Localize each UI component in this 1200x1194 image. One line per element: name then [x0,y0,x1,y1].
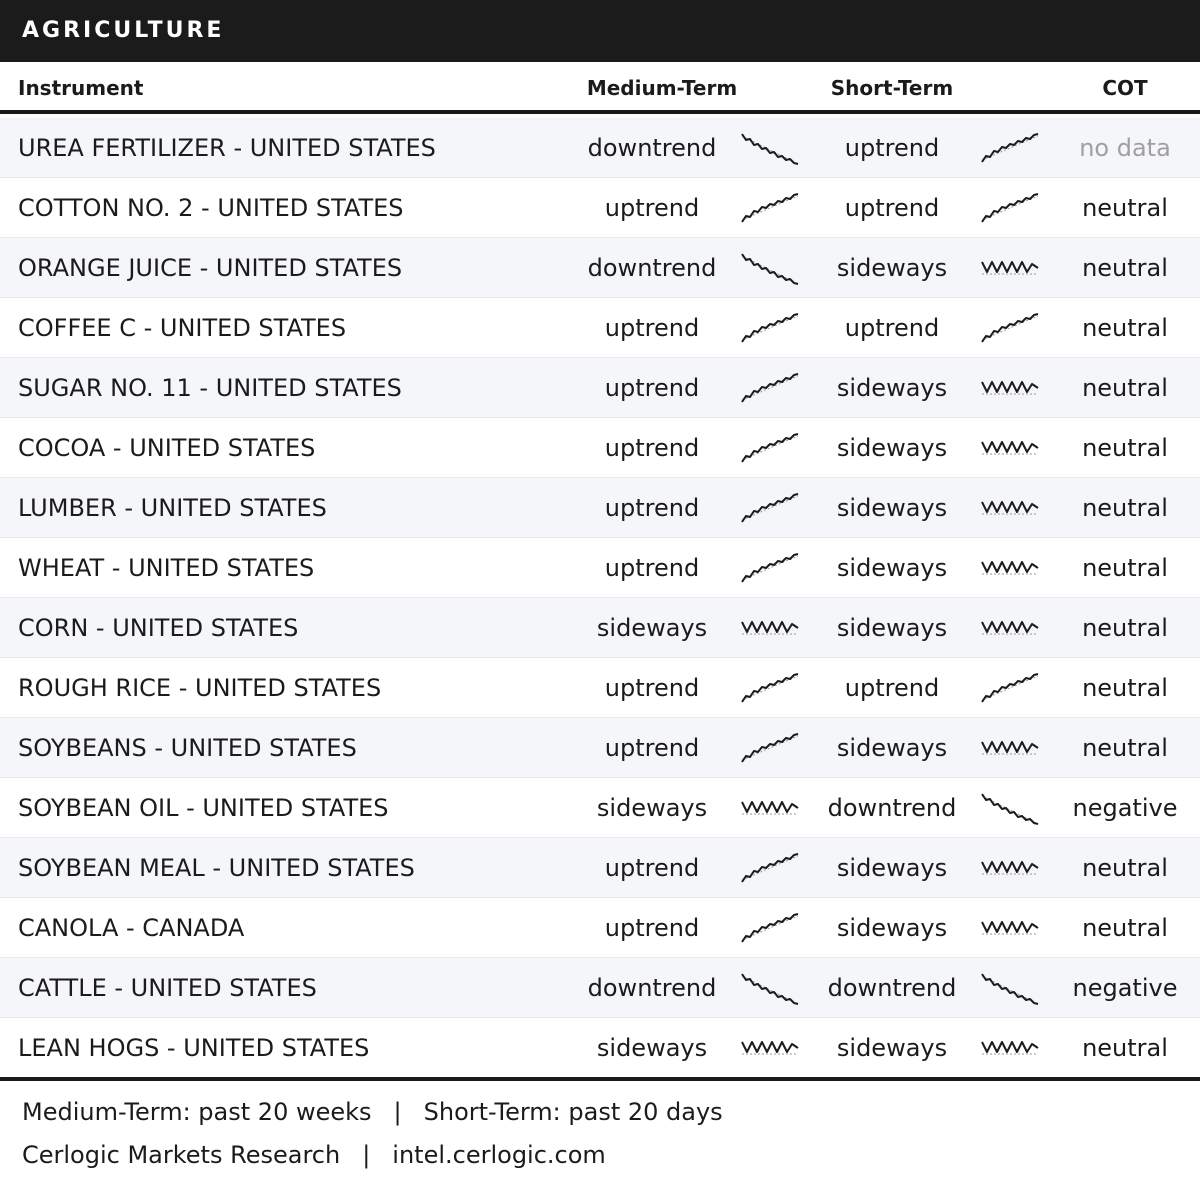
cot-status: neutral [1082,494,1168,522]
cot-status: neutral [1082,254,1168,282]
short-term-trend: sideways [836,554,948,582]
table-row [0,598,1200,658]
table-row [0,958,1200,1018]
medium-term-sparkline-icon [740,610,802,648]
short-term-sparkline-icon [980,550,1042,588]
footer-separator: | [362,1141,371,1169]
instrument-name: COFFEE C - UNITED STATES [18,314,347,342]
table-row [0,898,1200,958]
short-term-trend: sideways [836,374,948,402]
cot-status: neutral [1082,314,1168,342]
medium-term-trend: uptrend [604,554,700,582]
medium-term-sparkline-icon [740,370,802,408]
short-term-trend: uptrend [844,194,940,222]
short-term-sparkline-icon [980,670,1042,708]
short-term-trend: sideways [836,734,948,762]
medium-term-sparkline-icon [740,190,802,228]
table-row [0,238,1200,298]
instrument-name: LUMBER - UNITED STATES [18,494,327,522]
table-row [0,118,1200,178]
short-term-trend: sideways [836,614,948,642]
short-term-trend: sideways [836,854,948,882]
cot-status: neutral [1082,1034,1168,1062]
short-term-sparkline-icon [980,310,1042,348]
medium-term-trend: downtrend [587,254,717,282]
medium-term-sparkline-icon [740,310,802,348]
medium-term-sparkline-icon [740,790,802,828]
short-term-sparkline-icon [980,970,1042,1008]
medium-term-sparkline-icon [740,490,802,528]
table-row [0,538,1200,598]
table-row [0,1018,1200,1078]
instrument-name: UREA FERTILIZER - UNITED STATES [18,134,436,162]
medium-term-sparkline-icon [740,850,802,888]
cot-status: negative [1072,974,1178,1002]
cot-status: neutral [1082,554,1168,582]
instrument-name: CANOLA - CANADA [18,914,245,942]
cot-status: negative [1072,794,1178,822]
footer-website: intel.cerlogic.com [392,1141,606,1169]
medium-term-trend: uptrend [604,674,700,702]
cot-status: neutral [1082,614,1168,642]
footer-medium-note: Medium-Term: past 20 weeks [22,1098,372,1126]
table-row [0,478,1200,538]
instrument-name: SUGAR NO. 11 - UNITED STATES [18,374,402,402]
short-term-sparkline-icon [980,190,1042,228]
short-term-sparkline-icon [980,790,1042,828]
cot-status: no data [1079,134,1171,162]
short-term-trend: uptrend [844,134,940,162]
medium-term-sparkline-icon [740,250,802,288]
short-term-trend: sideways [836,254,948,282]
instrument-name: LEAN HOGS - UNITED STATES [18,1034,370,1062]
table-row [0,358,1200,418]
short-term-trend: sideways [836,914,948,942]
short-term-sparkline-icon [980,370,1042,408]
instrument-name: WHEAT - UNITED STATES [18,554,315,582]
section-header [0,0,1200,62]
cot-status: neutral [1082,854,1168,882]
short-term-trend: uptrend [844,674,940,702]
table-row [0,778,1200,838]
short-term-sparkline-icon [980,250,1042,288]
instrument-name: COTTON NO. 2 - UNITED STATES [18,194,404,222]
short-term-trend: sideways [836,494,948,522]
short-term-sparkline-icon [980,730,1042,768]
section-title: AGRICULTURE [22,18,225,43]
medium-term-trend: uptrend [604,374,700,402]
table-row [0,418,1200,478]
short-term-sparkline-icon [980,130,1042,168]
footer-company: Cerlogic Markets Research [22,1141,341,1169]
cot-status: neutral [1082,734,1168,762]
instrument-name: CATTLE - UNITED STATES [18,974,317,1002]
medium-term-sparkline-icon [740,430,802,468]
instrument-name: SOYBEAN OIL - UNITED STATES [18,794,389,822]
medium-term-trend: downtrend [587,974,717,1002]
column-header-short-term: Short-Term [830,76,954,100]
medium-term-sparkline-icon [740,1030,802,1068]
medium-term-sparkline-icon [740,130,802,168]
short-term-sparkline-icon [980,610,1042,648]
table-bottom-rule [0,1077,1200,1081]
short-term-trend: uptrend [844,314,940,342]
short-term-sparkline-icon [980,430,1042,468]
short-term-sparkline-icon [980,910,1042,948]
column-header-instrument: Instrument [18,76,144,100]
short-term-trend: downtrend [827,974,957,1002]
cot-status: neutral [1082,674,1168,702]
short-term-sparkline-icon [980,490,1042,528]
short-term-sparkline-icon [980,1030,1042,1068]
column-header-medium-term: Medium-Term [586,76,738,100]
footer-credits [22,1141,606,1169]
short-term-sparkline-icon [980,850,1042,888]
medium-term-trend: sideways [596,1034,708,1062]
table-row [0,718,1200,778]
instrument-name: SOYBEAN MEAL - UNITED STATES [18,854,415,882]
instrument-name: COCOA - UNITED STATES [18,434,316,462]
instrument-name: CORN - UNITED STATES [18,614,299,642]
medium-term-sparkline-icon [740,550,802,588]
medium-term-trend: uptrend [604,314,700,342]
medium-term-trend: sideways [596,794,708,822]
short-term-trend: sideways [836,434,948,462]
footer-short-note: Short-Term: past 20 days [423,1098,723,1126]
cot-status: neutral [1082,914,1168,942]
medium-term-sparkline-icon [740,970,802,1008]
table-header [0,62,1200,114]
medium-term-sparkline-icon [740,670,802,708]
medium-term-trend: uptrend [604,914,700,942]
medium-term-sparkline-icon [740,910,802,948]
cot-status: neutral [1082,194,1168,222]
footer-timeframes [22,1098,723,1126]
table-row [0,298,1200,358]
medium-term-trend: downtrend [587,134,717,162]
instrument-name: ROUGH RICE - UNITED STATES [18,674,382,702]
short-term-trend: sideways [836,1034,948,1062]
footer-separator: | [393,1098,402,1126]
instrument-name: SOYBEANS - UNITED STATES [18,734,357,762]
table-row [0,178,1200,238]
medium-term-trend: uptrend [604,494,700,522]
column-header-cot: COT [1102,76,1148,100]
table-row [0,838,1200,898]
medium-term-trend: uptrend [604,434,700,462]
medium-term-trend: uptrend [604,734,700,762]
medium-term-trend: sideways [596,614,708,642]
table-row [0,658,1200,718]
medium-term-sparkline-icon [740,730,802,768]
instrument-name: ORANGE JUICE - UNITED STATES [18,254,403,282]
cot-status: neutral [1082,434,1168,462]
cot-status: neutral [1082,374,1168,402]
medium-term-trend: uptrend [604,854,700,882]
short-term-trend: downtrend [827,794,957,822]
medium-term-trend: uptrend [604,194,700,222]
